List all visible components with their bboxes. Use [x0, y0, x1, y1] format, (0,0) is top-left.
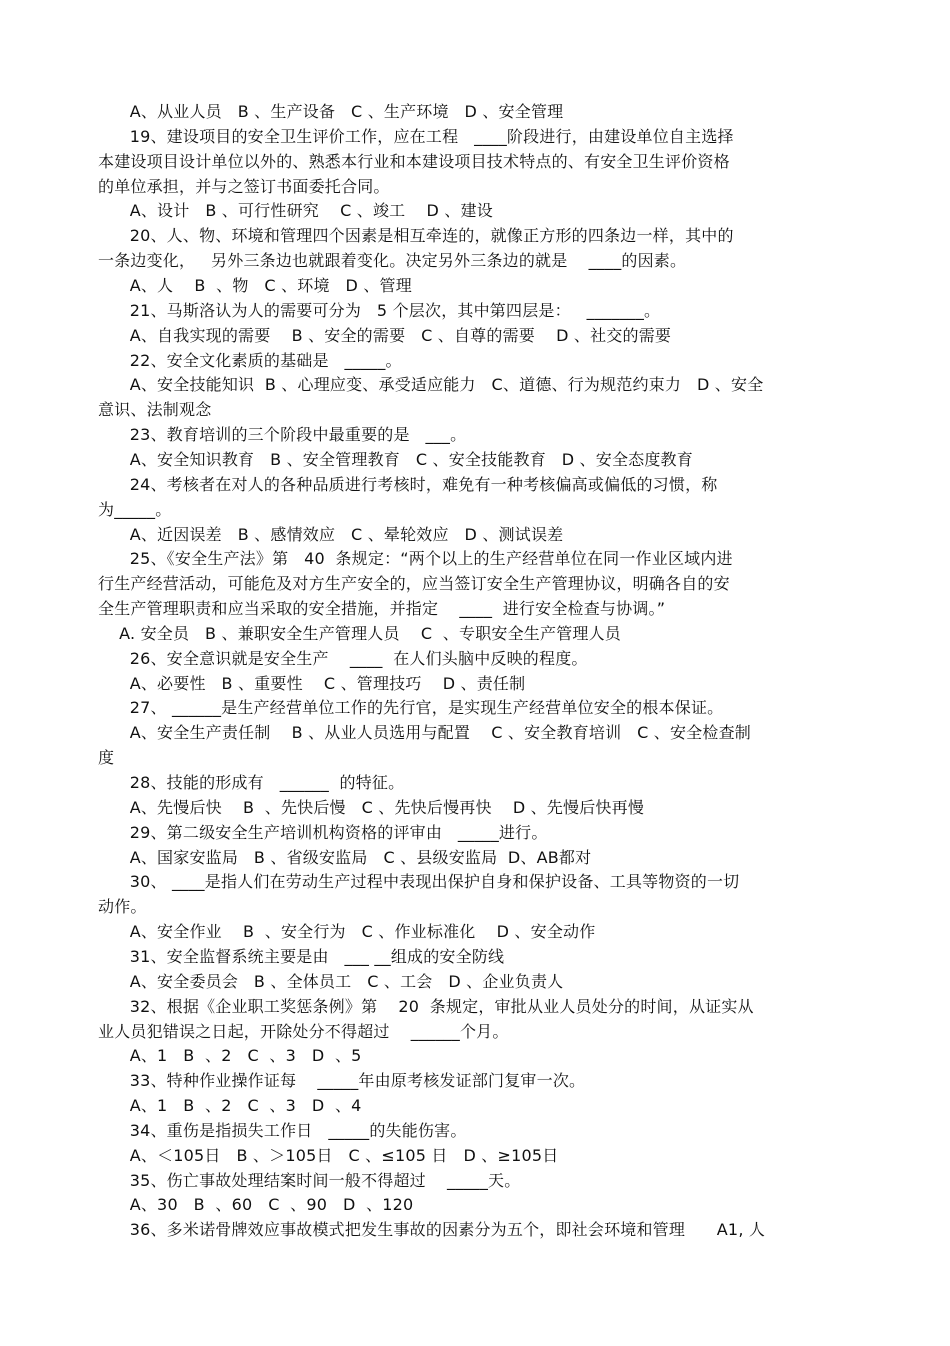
- text-line: A、1 B 、2 C 、3 D 、4: [98, 1096, 362, 1115]
- text-line: 全生产管理职责和应当采取的安全措施，并指定 ____ 进行安全检查与协调。”: [98, 599, 666, 618]
- text-line: 29、第二级安全生产培训机构资格的评审由 _____进行。: [98, 822, 548, 842]
- text-line: 34、重伤是指损失工作日 _____的失能伤害。: [98, 1120, 467, 1140]
- text-line: 27、 ______是生产经营单位工作的先行官，是实现生产经营单位安全的根本保证。: [98, 698, 724, 718]
- text-line: 为_____。: [98, 499, 172, 519]
- text-line: 度: [98, 748, 115, 768]
- text-line: 业人员犯错误之日起，开除处分不得超过 ______个月。: [98, 1021, 509, 1041]
- text-line: A、安全委员会 B 、全体员工 C 、工会 D 、企业负责人: [98, 971, 564, 991]
- text-line: A、先慢后快 B 、先快后慢 C 、先快后慢再快 D 、先慢后快再慢: [98, 797, 645, 817]
- text-line: 30、 ____是指人们在劳动生产过程中表现出保护自身和保护设备、工具等物资的一切: [98, 872, 740, 892]
- text-line: 26、安全意识就是安全生产 ____ 在人们头脑中反映的程度。: [98, 648, 588, 668]
- text-line: A、必要性 B 、重要性 C 、管理技巧 D 、责任制: [98, 673, 526, 693]
- text-line: A、安全作业 B 、安全行为 C 、作业标准化 D 、安全动作: [98, 922, 596, 942]
- text-line: 35、伤亡事故处理结案时间一般不得超过 _____天。: [98, 1170, 521, 1190]
- text-line: 行生产经营活动，可能危及对方生产安全的，应当签订安全生产管理协议，明确各自的安: [98, 574, 730, 594]
- text-line: A、30 B 、60 C 、90 D 、120: [98, 1195, 414, 1215]
- text-line: 25、《安全生产法》第 40 条规定：“两个以上的生产经营单位在同一作业区域内进: [98, 549, 733, 569]
- text-line: A、设计 B 、可行性研究 C 、竣工 D 、建设: [98, 201, 493, 221]
- text-line: A、＜105日 B 、＞105日 C 、≤105 日 D 、≥105日: [98, 1145, 559, 1165]
- text-line: 本建设项目设计单位以外的、熟悉本行业和本建设项目技术特点的、有安全卫生评价资格: [98, 151, 730, 171]
- text-line: 21、马斯洛认为人的需要可分为 5 个层次，其中第四层是： _______。: [98, 300, 661, 320]
- text-line: 23、教育培训的三个阶段中最重要的是 ___。: [98, 425, 467, 445]
- text-line: A、1 B 、2 C 、3 D 、5: [98, 1046, 362, 1066]
- text-line: 一条边变化， 另外三条边也就跟着变化。决定另外三条边的就是 ____的因素。: [98, 251, 687, 271]
- text-line: 的单位承担，并与之签订书面委托合同。: [98, 176, 390, 196]
- text-line: 33、特种作业操作证每 _____年由原考核发证部门复审一次。: [98, 1071, 586, 1091]
- text-line: A、安全知识教育 B 、安全管理教育 C 、安全技能教育 D 、安全态度教育: [98, 449, 693, 469]
- text-line: 19、建设项目的安全卫生评价工作，应在工程 ____阶段进行，由建设单位自主选择: [98, 126, 734, 146]
- text-line: A. 安全员 B 、兼职安全生产管理人员 C 、专职安全生产管理人员: [98, 623, 621, 643]
- text-line: A、国家安监局 B 、省级安监局 C 、县级安监局 D、AB都对: [98, 847, 592, 867]
- text-line: A、从业人员 B 、生产设备 C 、生产环境 D 、安全管理: [98, 102, 564, 121]
- text-line: A、安全技能知识 B 、心理应变、承受适应能力 C、道德、行为规范约束力 D 、安全: [98, 375, 764, 395]
- text-line: 22、安全文化素质的基础是 _____。: [98, 350, 402, 370]
- text-line: 24、考核者在对人的各种品质进行考核时，难免有一种考核偏高或偏低的习惯，称: [98, 474, 718, 494]
- text-line: 动作。: [98, 897, 147, 917]
- text-line: A、安全生产责任制 B 、从业人员选用与配置 C 、安全教育培训 C 、安全检查制: [98, 723, 751, 743]
- text-line: 36、多米诺骨牌效应事故模式把发生事故的因素分为五个，即社会环境和管理 A1, 人: [98, 1220, 766, 1240]
- text-line: A、人 B 、物 C 、环境 D 、管理: [98, 276, 412, 295]
- text-line: A、近因误差 B 、感情效应 C 、晕轮效应 D 、测试误差: [98, 524, 564, 544]
- text-line: 31、安全监督系统主要是由 ___ __组成的安全防线: [98, 946, 505, 966]
- text-line: 28、技能的形成有 ______ 的特征。: [98, 773, 405, 792]
- text-line: A、自我实现的需要 B 、安全的需要 C 、自尊的需要 D 、社交的需要: [98, 325, 672, 345]
- text-line: 20、人、物、环境和管理四个因素是相互牵连的，就像正方形的四条边一样，其中的: [98, 226, 734, 246]
- text-line: 意识、法制观念: [98, 400, 212, 420]
- text-line: 32、根据《企业职工奖惩条例》第 20 条规定，审批从业人员处分的时间，从证实从: [98, 996, 754, 1016]
